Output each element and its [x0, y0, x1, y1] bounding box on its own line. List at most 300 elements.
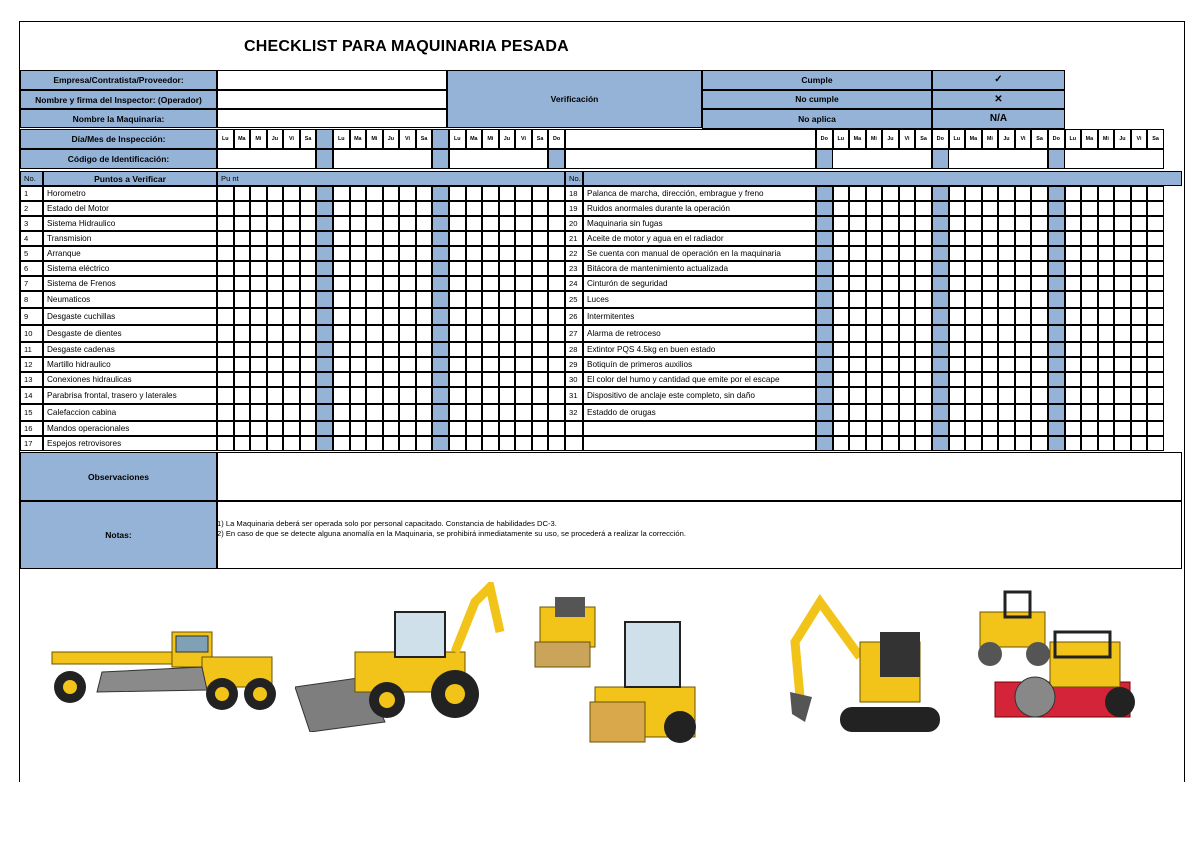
check-cell[interactable]	[949, 342, 966, 357]
check-cell[interactable]	[532, 291, 549, 308]
check-cell[interactable]	[998, 216, 1015, 231]
check-cell[interactable]	[1147, 421, 1164, 436]
check-cell[interactable]	[449, 291, 466, 308]
check-cell[interactable]	[466, 186, 483, 201]
check-cell[interactable]	[982, 201, 999, 216]
check-cell[interactable]	[949, 421, 966, 436]
check-cell[interactable]	[1147, 387, 1164, 404]
check-cell[interactable]	[1015, 308, 1032, 325]
check-cell[interactable]	[965, 325, 982, 342]
check-cell[interactable]	[449, 246, 466, 261]
check-cell[interactable]	[998, 201, 1015, 216]
check-cell[interactable]	[499, 325, 516, 342]
check-cell[interactable]	[1114, 325, 1131, 342]
check-cell[interactable]	[466, 387, 483, 404]
check-cell[interactable]	[532, 216, 549, 231]
check-cell[interactable]	[833, 357, 850, 372]
check-cell[interactable]	[1131, 231, 1148, 246]
check-cell[interactable]	[965, 216, 982, 231]
check-cell[interactable]	[1065, 404, 1082, 421]
check-cell[interactable]	[548, 261, 565, 276]
check-cell[interactable]	[1015, 372, 1032, 387]
check-cell[interactable]	[1015, 291, 1032, 308]
check-cell[interactable]	[366, 308, 383, 325]
check-cell[interactable]	[250, 216, 267, 231]
check-cell[interactable]	[949, 291, 966, 308]
check-cell[interactable]	[1114, 357, 1131, 372]
check-cell[interactable]	[366, 186, 383, 201]
check-cell[interactable]	[982, 372, 999, 387]
check-cell[interactable]	[399, 186, 416, 201]
check-cell[interactable]	[1081, 231, 1098, 246]
check-cell[interactable]	[965, 357, 982, 372]
check-cell[interactable]	[1131, 201, 1148, 216]
check-cell[interactable]	[1147, 436, 1164, 451]
check-cell[interactable]	[366, 291, 383, 308]
check-cell[interactable]	[899, 421, 916, 436]
check-cell[interactable]	[350, 261, 367, 276]
id-input-r-1[interactable]	[932, 149, 1048, 169]
check-cell[interactable]	[366, 372, 383, 387]
check-cell[interactable]	[548, 216, 565, 231]
check-cell[interactable]	[1031, 372, 1048, 387]
check-cell[interactable]	[300, 246, 317, 261]
check-cell[interactable]	[283, 421, 300, 436]
check-cell[interactable]	[949, 404, 966, 421]
check-cell[interactable]	[882, 291, 899, 308]
check-cell[interactable]	[366, 387, 383, 404]
check-cell[interactable]	[532, 276, 549, 291]
check-cell[interactable]	[283, 308, 300, 325]
check-cell[interactable]	[1015, 246, 1032, 261]
check-cell[interactable]	[949, 308, 966, 325]
check-cell[interactable]	[350, 372, 367, 387]
check-cell[interactable]	[548, 387, 565, 404]
check-cell[interactable]	[1131, 291, 1148, 308]
check-cell[interactable]	[882, 325, 899, 342]
check-cell[interactable]	[1015, 436, 1032, 451]
check-cell[interactable]	[866, 216, 883, 231]
check-cell[interactable]	[949, 231, 966, 246]
check-cell[interactable]	[416, 325, 433, 342]
check-cell[interactable]	[1114, 201, 1131, 216]
check-cell[interactable]	[915, 357, 932, 372]
check-cell[interactable]	[333, 291, 350, 308]
check-cell[interactable]	[532, 357, 549, 372]
check-cell[interactable]	[333, 342, 350, 357]
check-cell[interactable]	[250, 372, 267, 387]
check-cell[interactable]	[1081, 436, 1098, 451]
check-cell[interactable]	[333, 325, 350, 342]
check-cell[interactable]	[300, 231, 317, 246]
check-cell[interactable]	[499, 308, 516, 325]
check-cell[interactable]	[366, 421, 383, 436]
check-cell[interactable]	[250, 308, 267, 325]
check-cell[interactable]	[482, 404, 499, 421]
check-cell[interactable]	[250, 325, 267, 342]
check-cell[interactable]	[515, 357, 532, 372]
check-cell[interactable]	[300, 201, 317, 216]
check-cell[interactable]	[482, 436, 499, 451]
check-cell[interactable]	[234, 342, 251, 357]
check-cell[interactable]	[1147, 357, 1164, 372]
check-cell[interactable]	[532, 201, 549, 216]
check-cell[interactable]	[416, 216, 433, 231]
check-cell[interactable]	[267, 387, 284, 404]
check-cell[interactable]	[998, 325, 1015, 342]
check-cell[interactable]	[849, 387, 866, 404]
check-cell[interactable]	[998, 308, 1015, 325]
check-cell[interactable]	[1114, 308, 1131, 325]
check-cell[interactable]	[350, 246, 367, 261]
check-cell[interactable]	[250, 246, 267, 261]
check-cell[interactable]	[482, 276, 499, 291]
check-cell[interactable]	[283, 201, 300, 216]
check-cell[interactable]	[267, 357, 284, 372]
check-cell[interactable]	[482, 216, 499, 231]
check-cell[interactable]	[548, 308, 565, 325]
check-cell[interactable]	[548, 325, 565, 342]
check-cell[interactable]	[283, 387, 300, 404]
check-cell[interactable]	[1031, 261, 1048, 276]
check-cell[interactable]	[1147, 201, 1164, 216]
check-cell[interactable]	[267, 342, 284, 357]
check-cell[interactable]	[1065, 231, 1082, 246]
check-cell[interactable]	[267, 216, 284, 231]
check-cell[interactable]	[466, 372, 483, 387]
check-cell[interactable]	[333, 216, 350, 231]
check-cell[interactable]	[466, 421, 483, 436]
check-cell[interactable]	[1065, 372, 1082, 387]
check-cell[interactable]	[866, 246, 883, 261]
check-cell[interactable]	[849, 436, 866, 451]
check-cell[interactable]	[1065, 342, 1082, 357]
check-cell[interactable]	[300, 342, 317, 357]
check-cell[interactable]	[1081, 216, 1098, 231]
check-cell[interactable]	[449, 231, 466, 246]
check-cell[interactable]	[416, 201, 433, 216]
check-cell[interactable]	[350, 186, 367, 201]
check-cell[interactable]	[982, 291, 999, 308]
check-cell[interactable]	[333, 372, 350, 387]
check-cell[interactable]	[333, 186, 350, 201]
check-cell[interactable]	[882, 216, 899, 231]
check-cell[interactable]	[1147, 308, 1164, 325]
check-cell[interactable]	[449, 342, 466, 357]
check-cell[interactable]	[267, 201, 284, 216]
check-cell[interactable]	[899, 231, 916, 246]
check-cell[interactable]	[515, 231, 532, 246]
check-cell[interactable]	[217, 357, 234, 372]
check-cell[interactable]	[965, 291, 982, 308]
check-cell[interactable]	[300, 261, 317, 276]
check-cell[interactable]	[416, 231, 433, 246]
check-cell[interactable]	[949, 261, 966, 276]
check-cell[interactable]	[482, 357, 499, 372]
check-cell[interactable]	[1031, 186, 1048, 201]
check-cell[interactable]	[449, 325, 466, 342]
id-input-r-0[interactable]	[816, 149, 932, 169]
check-cell[interactable]	[866, 404, 883, 421]
check-cell[interactable]	[899, 246, 916, 261]
check-cell[interactable]	[416, 421, 433, 436]
check-cell[interactable]	[515, 216, 532, 231]
check-cell[interactable]	[849, 276, 866, 291]
check-cell[interactable]	[982, 276, 999, 291]
check-cell[interactable]	[333, 231, 350, 246]
check-cell[interactable]	[1081, 201, 1098, 216]
check-cell[interactable]	[532, 387, 549, 404]
check-cell[interactable]	[1031, 342, 1048, 357]
check-cell[interactable]	[1131, 372, 1148, 387]
check-cell[interactable]	[982, 342, 999, 357]
check-cell[interactable]	[1065, 308, 1082, 325]
check-cell[interactable]	[267, 436, 284, 451]
check-cell[interactable]	[1031, 246, 1048, 261]
check-cell[interactable]	[1015, 404, 1032, 421]
check-cell[interactable]	[1031, 216, 1048, 231]
check-cell[interactable]	[250, 186, 267, 201]
check-cell[interactable]	[532, 325, 549, 342]
check-cell[interactable]	[333, 276, 350, 291]
check-cell[interactable]	[217, 201, 234, 216]
check-cell[interactable]	[915, 387, 932, 404]
check-cell[interactable]	[250, 357, 267, 372]
check-cell[interactable]	[998, 421, 1015, 436]
check-cell[interactable]	[1098, 372, 1115, 387]
check-cell[interactable]	[548, 342, 565, 357]
check-cell[interactable]	[267, 372, 284, 387]
check-cell[interactable]	[915, 404, 932, 421]
check-cell[interactable]	[866, 357, 883, 372]
check-cell[interactable]	[366, 276, 383, 291]
check-cell[interactable]	[466, 276, 483, 291]
check-cell[interactable]	[1081, 261, 1098, 276]
check-cell[interactable]	[515, 261, 532, 276]
check-cell[interactable]	[1065, 291, 1082, 308]
check-cell[interactable]	[449, 216, 466, 231]
check-cell[interactable]	[333, 387, 350, 404]
check-cell[interactable]	[1065, 201, 1082, 216]
check-cell[interactable]	[1031, 404, 1048, 421]
check-cell[interactable]	[548, 357, 565, 372]
check-cell[interactable]	[217, 372, 234, 387]
check-cell[interactable]	[833, 276, 850, 291]
check-cell[interactable]	[399, 231, 416, 246]
check-cell[interactable]	[283, 231, 300, 246]
check-cell[interactable]	[833, 261, 850, 276]
check-cell[interactable]	[499, 387, 516, 404]
check-cell[interactable]	[998, 372, 1015, 387]
check-cell[interactable]	[449, 357, 466, 372]
check-cell[interactable]	[1098, 291, 1115, 308]
check-cell[interactable]	[499, 186, 516, 201]
check-cell[interactable]	[1131, 357, 1148, 372]
check-cell[interactable]	[466, 201, 483, 216]
check-cell[interactable]	[965, 261, 982, 276]
check-cell[interactable]	[1081, 246, 1098, 261]
check-cell[interactable]	[416, 186, 433, 201]
check-cell[interactable]	[1031, 291, 1048, 308]
check-cell[interactable]	[548, 291, 565, 308]
check-cell[interactable]	[548, 186, 565, 201]
check-cell[interactable]	[399, 201, 416, 216]
check-cell[interactable]	[383, 325, 400, 342]
check-cell[interactable]	[1131, 421, 1148, 436]
check-cell[interactable]	[383, 216, 400, 231]
check-cell[interactable]	[383, 357, 400, 372]
check-cell[interactable]	[849, 404, 866, 421]
check-cell[interactable]	[833, 372, 850, 387]
check-cell[interactable]	[1015, 342, 1032, 357]
check-cell[interactable]	[1065, 186, 1082, 201]
check-cell[interactable]	[515, 404, 532, 421]
check-cell[interactable]	[499, 216, 516, 231]
check-cell[interactable]	[1131, 246, 1148, 261]
check-cell[interactable]	[250, 276, 267, 291]
check-cell[interactable]	[1015, 216, 1032, 231]
check-cell[interactable]	[366, 261, 383, 276]
check-cell[interactable]	[350, 404, 367, 421]
check-cell[interactable]	[1114, 291, 1131, 308]
check-cell[interactable]	[532, 308, 549, 325]
check-cell[interactable]	[1015, 421, 1032, 436]
check-cell[interactable]	[482, 261, 499, 276]
check-cell[interactable]	[965, 372, 982, 387]
check-cell[interactable]	[1131, 404, 1148, 421]
check-cell[interactable]	[949, 325, 966, 342]
check-cell[interactable]	[1098, 308, 1115, 325]
check-cell[interactable]	[866, 436, 883, 451]
check-cell[interactable]	[482, 246, 499, 261]
check-cell[interactable]	[1114, 261, 1131, 276]
check-cell[interactable]	[300, 186, 317, 201]
check-cell[interactable]	[499, 231, 516, 246]
check-cell[interactable]	[982, 261, 999, 276]
check-cell[interactable]	[217, 276, 234, 291]
check-cell[interactable]	[849, 357, 866, 372]
check-cell[interactable]	[466, 357, 483, 372]
check-cell[interactable]	[833, 201, 850, 216]
check-cell[interactable]	[1147, 186, 1164, 201]
check-cell[interactable]	[1031, 436, 1048, 451]
check-cell[interactable]	[982, 387, 999, 404]
check-cell[interactable]	[1131, 342, 1148, 357]
check-cell[interactable]	[849, 291, 866, 308]
check-cell[interactable]	[998, 291, 1015, 308]
check-cell[interactable]	[366, 231, 383, 246]
check-cell[interactable]	[899, 342, 916, 357]
check-cell[interactable]	[866, 276, 883, 291]
check-cell[interactable]	[882, 308, 899, 325]
check-cell[interactable]	[833, 246, 850, 261]
check-cell[interactable]	[849, 421, 866, 436]
check-cell[interactable]	[466, 216, 483, 231]
check-cell[interactable]	[998, 276, 1015, 291]
check-cell[interactable]	[217, 342, 234, 357]
check-cell[interactable]	[283, 246, 300, 261]
check-cell[interactable]	[1098, 276, 1115, 291]
check-cell[interactable]	[899, 216, 916, 231]
check-cell[interactable]	[915, 246, 932, 261]
check-cell[interactable]	[250, 404, 267, 421]
check-cell[interactable]	[965, 308, 982, 325]
check-cell[interactable]	[899, 276, 916, 291]
check-cell[interactable]	[383, 246, 400, 261]
check-cell[interactable]	[350, 308, 367, 325]
check-cell[interactable]	[915, 201, 932, 216]
check-cell[interactable]	[899, 186, 916, 201]
check-cell[interactable]	[915, 231, 932, 246]
check-cell[interactable]	[1081, 291, 1098, 308]
check-cell[interactable]	[882, 201, 899, 216]
check-cell[interactable]	[482, 342, 499, 357]
check-cell[interactable]	[482, 372, 499, 387]
check-cell[interactable]	[250, 261, 267, 276]
check-cell[interactable]	[833, 231, 850, 246]
check-cell[interactable]	[915, 372, 932, 387]
check-cell[interactable]	[1131, 276, 1148, 291]
check-cell[interactable]	[915, 186, 932, 201]
check-cell[interactable]	[449, 436, 466, 451]
check-cell[interactable]	[532, 421, 549, 436]
check-cell[interactable]	[499, 246, 516, 261]
check-cell[interactable]	[1081, 404, 1098, 421]
check-cell[interactable]	[965, 404, 982, 421]
check-cell[interactable]	[267, 291, 284, 308]
check-cell[interactable]	[267, 325, 284, 342]
check-cell[interactable]	[250, 231, 267, 246]
check-cell[interactable]	[217, 404, 234, 421]
check-cell[interactable]	[866, 291, 883, 308]
check-cell[interactable]	[300, 276, 317, 291]
check-cell[interactable]	[532, 231, 549, 246]
check-cell[interactable]	[515, 291, 532, 308]
check-cell[interactable]	[499, 201, 516, 216]
check-cell[interactable]	[449, 372, 466, 387]
check-cell[interactable]	[982, 216, 999, 231]
check-cell[interactable]	[1065, 421, 1082, 436]
check-cell[interactable]	[915, 436, 932, 451]
check-cell[interactable]	[833, 342, 850, 357]
check-cell[interactable]	[548, 404, 565, 421]
check-cell[interactable]	[416, 436, 433, 451]
check-cell[interactable]	[416, 291, 433, 308]
check-cell[interactable]	[965, 201, 982, 216]
check-cell[interactable]	[882, 246, 899, 261]
check-cell[interactable]	[383, 342, 400, 357]
check-cell[interactable]	[1081, 308, 1098, 325]
check-cell[interactable]	[499, 436, 516, 451]
check-cell[interactable]	[300, 387, 317, 404]
id-input-0[interactable]	[217, 149, 316, 169]
check-cell[interactable]	[849, 342, 866, 357]
check-cell[interactable]	[515, 186, 532, 201]
check-cell[interactable]	[399, 436, 416, 451]
check-cell[interactable]	[383, 201, 400, 216]
check-cell[interactable]	[466, 325, 483, 342]
check-cell[interactable]	[899, 372, 916, 387]
check-cell[interactable]	[833, 325, 850, 342]
inspector-input[interactable]	[217, 90, 447, 109]
check-cell[interactable]	[449, 404, 466, 421]
check-cell[interactable]	[234, 372, 251, 387]
check-cell[interactable]	[267, 246, 284, 261]
check-cell[interactable]	[1098, 404, 1115, 421]
check-cell[interactable]	[1114, 186, 1131, 201]
check-cell[interactable]	[283, 357, 300, 372]
check-cell[interactable]	[949, 357, 966, 372]
